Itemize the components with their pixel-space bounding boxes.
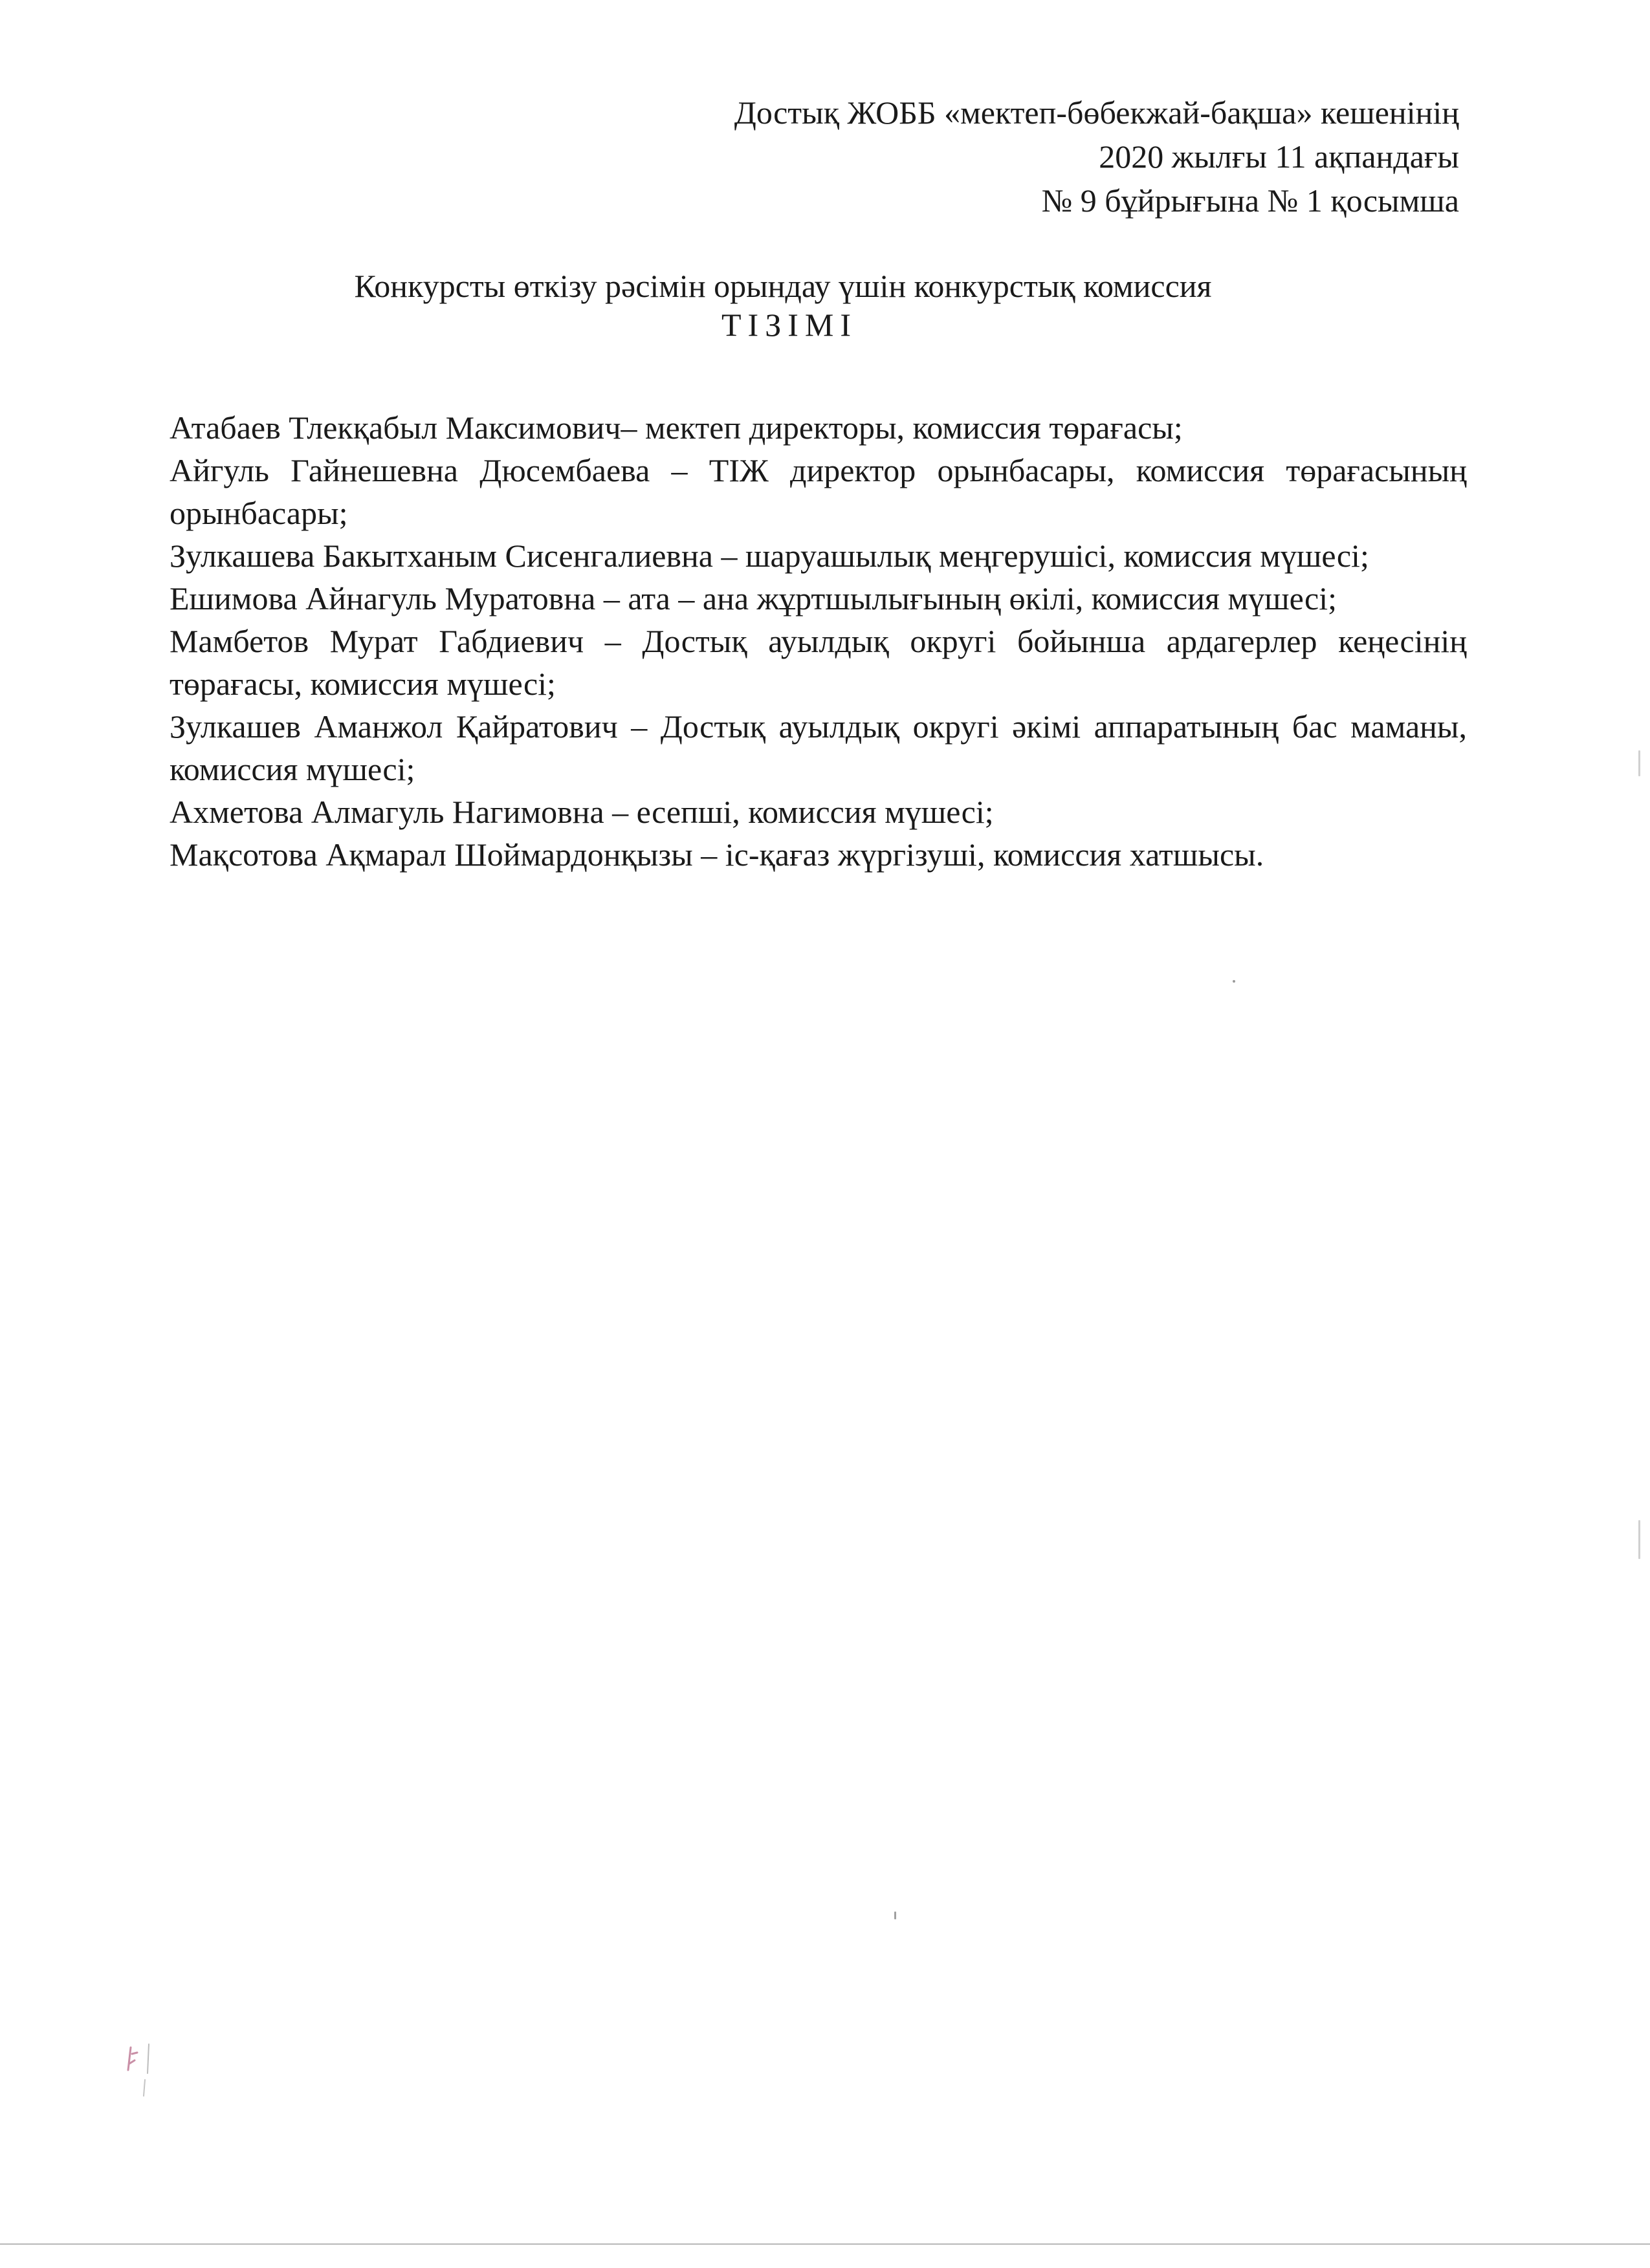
scan-speck [894, 1912, 896, 1919]
commission-member-list [170, 406, 1467, 876]
scan-speck [1638, 750, 1640, 776]
appendix-header [734, 91, 1459, 223]
member-item: Мақсотова Ақмарал Шоймардонқызы – іс-қағаз жүргізуші, комиссия хатшысы. [170, 836, 1264, 873]
header-line-organization: Достық ЖОББ «мектеп-бөбекжай-бақша» кешенінің [734, 94, 1459, 131]
title-main: Конкурсты өткізу рәсімін орындау үшін конкурстық комиссия [354, 268, 1212, 304]
member-item: Атабаев Тлекқабыл Максимович– мектеп директоры, комиссия төрағасы; [170, 409, 1183, 446]
header-line-date: 2020 жылғы 11 ақпандағы [1099, 138, 1459, 175]
scan-artifact-mark [123, 2034, 162, 2106]
header-line-order-number: № 9 бұйрығына № 1 қосымша [1041, 182, 1459, 219]
member-item: Мамбетов Мурат Габдиевич – Достық ауылдық округі бойынша ардагерлер кеңесінің төрағасы, комиссия мүшесі; [170, 623, 1467, 702]
member-item: Зулкашева Бакытханым Сисенгалиевна – шаруашылық меңгерушісі, комиссия мүшесі; [170, 538, 1369, 574]
scan-speck [1233, 980, 1235, 983]
member-item: Ешимова Айнагуль Муратовна – ата – ана жұртшылығының өкілі, комиссия мүшесі; [170, 580, 1337, 616]
title-sub: ТІЗІМІ [721, 307, 857, 343]
document-title [0, 267, 1650, 344]
scan-bottom-edge [0, 2243, 1650, 2245]
member-item: Ахметова Алмагуль Нагимовна – есепші, комиссия мүшесі; [170, 794, 994, 830]
scan-speck [1638, 1520, 1640, 1559]
member-item: Зулкашев Аманжол Қайратович – Достық ауылдық округі әкімі аппаратының бас маманы, комиссия мүшесі; [170, 708, 1467, 787]
member-item: Айгуль Гайнешевна Дюсембаева – ТІЖ директор орынбасары, комиссия төрағасының орынбасары; [170, 452, 1467, 531]
